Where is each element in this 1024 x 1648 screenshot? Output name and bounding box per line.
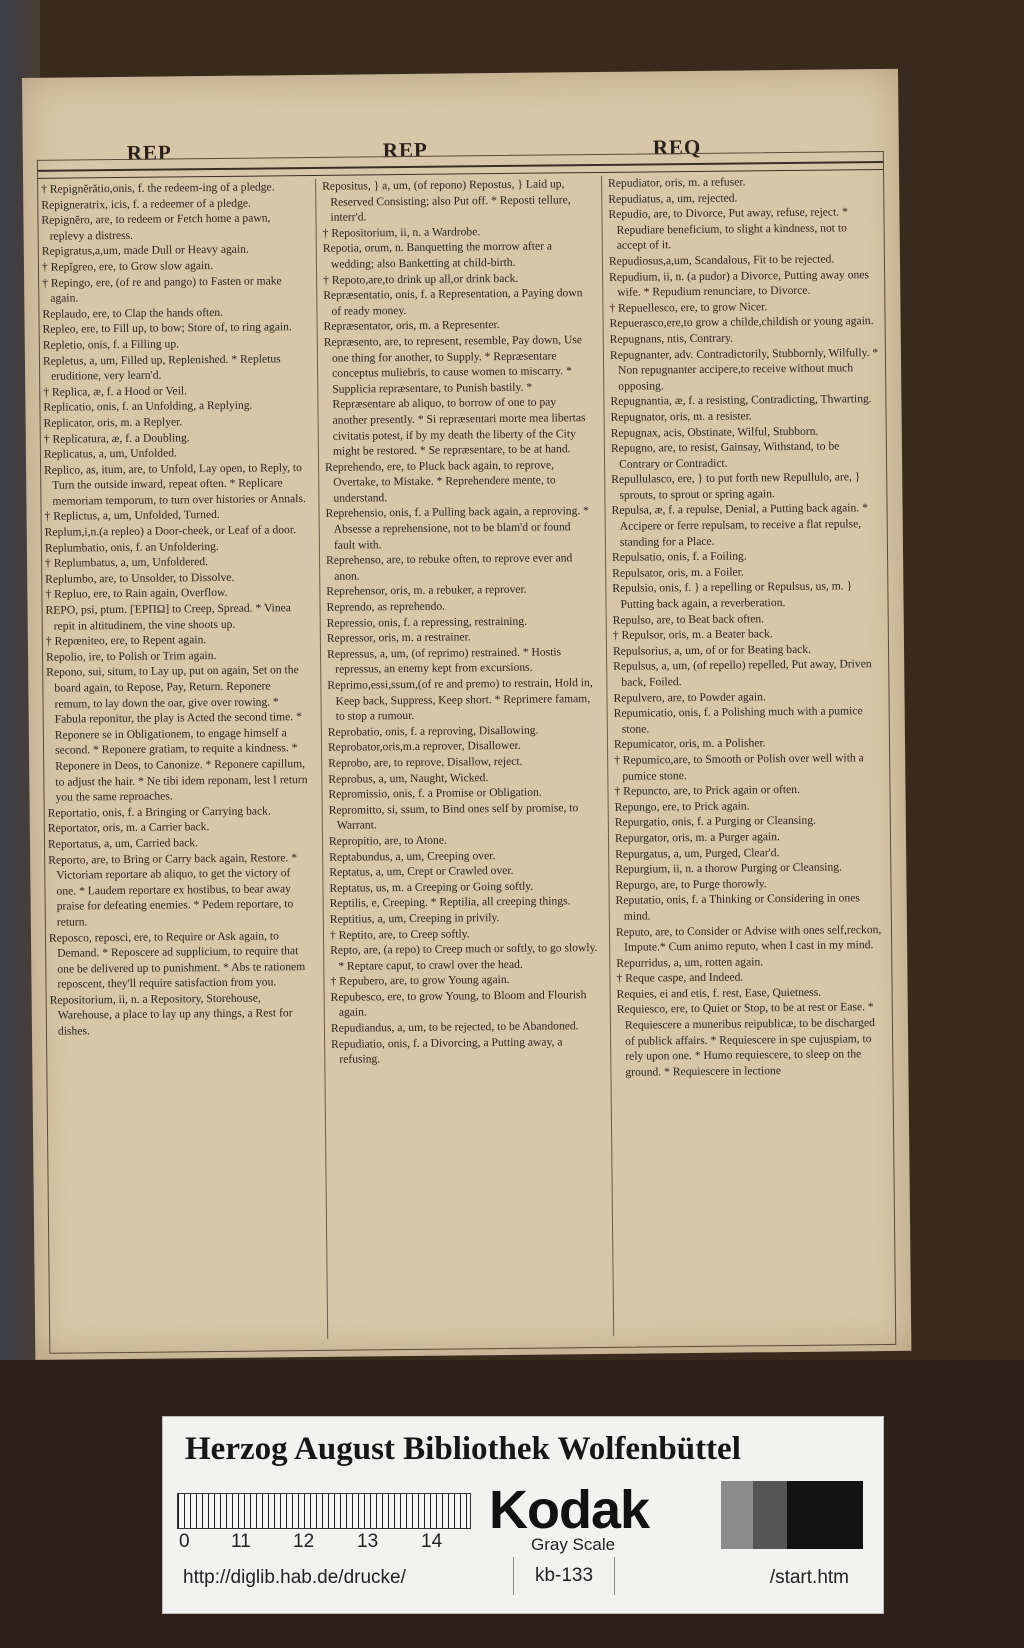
dictionary-entry: Replicatio, onis, f. an Unfolding, a Replying. <box>43 398 253 415</box>
dictionary-entry: Repressio, onis, f. a repressing, restraining. <box>326 614 528 630</box>
dictionary-entry: † Repœniteo, ere, to Repent again. <box>45 633 207 648</box>
dictionary-entry: Requiesco, ere, to Quiet or Stop, to be at rest or Ease. * Requiescere a muneribus reipublicæ, to be discharged of publick affairs. * Requiescere in spe cujuspiam, to rely upon one. * Humo requiescere, to sleep on the ground. * Requiescere in lectione <box>616 1000 875 1079</box>
dictionary-entry: Repono, sui, situm, to Lay up, put on again, Set on the board again, to Repose, Pay, Return. Reponere remum, to lay down the oar, give over rowing. * Fabula reponitur, the play is Acted the second time. * Reponere se in Obligationem, to engage himself a second. * Reponere gratiam, to requite a kindness. * Reponere in Deos, to Canonize. * Reponere capillum, to adjust the hair. * Ne tibi idem reponam, lest I return you the same reproaches. <box>46 663 308 804</box>
url-left: http://diglib.hab.de/drucke/ <box>183 1567 406 1588</box>
dictionary-entry: Repressus, a, um, (of reprimo) restrained. * Hostis repressus, an enemy kept from excursions. <box>326 645 562 677</box>
dictionary-entry: Repudiatus, a, um, rejected. <box>608 191 738 206</box>
dictionary-entry: Repignĕro, are, to redeem or Fetch home a pawn, replevy a distress. <box>41 211 271 243</box>
dictionary-entry: REPO, psi, ptum. [ΈΡΠΩ] to Creep, Spread. * Vinea repit in altitudinem, the vine shoots up. <box>45 601 291 633</box>
dictionary-entry: Reprobo, are, to reprove, Disallow, reject. <box>328 754 523 770</box>
column-header-right: REQ <box>652 134 702 160</box>
dictionary-entry: Reptatus, a, um, Crept or Crawled over. <box>329 864 514 879</box>
dictionary-entry: Reputatio, onis, f. a Thinking or Considering in ones mind. <box>615 891 860 923</box>
dictionary-entry: Repto, are, (a repo) to Creep much or softly, to go slowly. * Reptare caput, to crawl over the head. <box>330 941 598 973</box>
dictionary-entry: Reportatio, onis, f. a Bringing or Carrying back. <box>47 804 271 820</box>
dictionary-entry: Replicator, oris, m. a Replyer. <box>43 415 183 430</box>
dictionary-entry: Reptatus, us, m. a Creeping or Going softly. <box>329 879 534 895</box>
dictionary-entry: † Repulsor, oris, m. a Beater back. <box>612 627 773 643</box>
url-right: /start.htm <box>769 1567 849 1588</box>
dictionary-column-2 <box>315 176 602 1339</box>
dictionary-entry: † Replica, æ, f. a Hood or Veil. <box>43 384 188 399</box>
dictionary-entry: Replaudo, ere, to Clap the hands often. <box>42 305 224 321</box>
dictionary-column-3 <box>601 173 890 1336</box>
dictionary-entry: Reprobatio, onis, f. a reproving, Disallowing. <box>327 723 539 739</box>
dictionary-entry: Repugno, are, to resist, Gainsay, Withstand, to be Contrary or Contradict. <box>610 439 840 471</box>
dictionary-entry: † Replicatura, æ, f. a Doubling. <box>43 430 190 446</box>
dictionary-entry: † Repoto,are,to drink up all,or drink back. <box>323 271 519 287</box>
dictionary-entry: Repropitio, are, to Atone. <box>328 833 447 848</box>
dictionary-entry: Repulso, are, to Beat back often. <box>612 611 765 627</box>
dictionary-entry: † Repluo, ere, to Rain again, Overflow. <box>45 586 228 602</box>
dictionary-entry: Repurgo, are, to Purge thorowly. <box>615 876 767 892</box>
dictionary-entry: Reporto, are, to Bring or Carry back again, Restore. * Victoriam reportare ab aliquo, to get the victory of one. * Laudem reportare ex hostibus, to bear away praise for defeating enemies. * Pedem reportare, to return. <box>48 850 298 929</box>
dictionary-entry: Repugnax, acis, Obstinate, Wilful, Stubborn. <box>610 424 819 440</box>
dictionary-entry: Reprendo, as reprehendo. <box>326 599 446 614</box>
dictionary-entry: Repulsio, onis, f. } a repelling or Repulsus, us, m. } Putting back again, a reverberation. <box>612 579 853 611</box>
dictionary-entry: Repudiatio, onis, f. a Divorcing, a Putting away, a refusing. <box>331 1035 563 1066</box>
dictionary-entry: Repurgator, oris, m. a Purger again. <box>614 830 780 845</box>
dictionary-entry: Reputo, are, to Consider or Advise with ones self,reckon, Impute.* Cum animo reputo, when I cast in my mind. <box>615 922 882 954</box>
dictionary-entry: Reprehensor, oris, m. a rebuker, a reprover. <box>326 583 527 599</box>
dictionary-entry: Repudiosus,a,um, Scandalous, Fit to be rejected. <box>608 252 835 268</box>
ruler-number: 12 <box>293 1531 315 1552</box>
dictionary-entry: Repotia, orum, n. Banquetting the morrow after a wedding; also Banketting at child-birth. <box>322 239 553 271</box>
dictionary-entry: † Repumico,are, to Smooth or Polish over well with a pumice stone. <box>614 751 864 783</box>
dictionary-entry: Repressor, oris, m. a restrainer. <box>326 630 471 646</box>
ruler-number: 0 <box>179 1531 190 1552</box>
color-target-card <box>162 1416 884 1614</box>
dictionary-entry: † Repositorium, ii, n. a Wardrobe. <box>322 224 481 240</box>
dictionary-entry: Repudium, ii, n. (a pudor) a Divorce, Putting away ones wife. * Repudium renunciare, to Divorce. <box>609 267 870 299</box>
dictionary-entry: Replumbatio, onis, f. an Unfoldering. <box>44 539 219 555</box>
dictionary-entry: Replicatus, a, um, Unfolded. <box>43 446 177 461</box>
dictionary-entry: Reportator, oris, m. a Carrier back. <box>47 820 210 836</box>
dictionary-entry: Reprimo,essi,ssum,(of re and premo) to restrain, Hold in, Keep back, Suppress, Keep short. * Reprimere famam, to stop a rumour. <box>327 676 593 723</box>
dictionary-entry: † Repingo, ere, (of re and pango) to Fasten or make again. <box>42 273 282 305</box>
dictionary-entry: Repigneratrix, icis, f. a redeemer of a pledge. <box>41 196 251 212</box>
dictionary-entry: † Repuellesco, ere, to grow Nicer. <box>609 299 768 315</box>
ruler-numbers <box>177 1531 477 1555</box>
dictionary-entry: † Repĭgreo, ere, to Grow slow again. <box>41 258 214 274</box>
dictionary-entry: Repurridus, a, um, rotten again. <box>616 954 764 970</box>
dictionary-entry: Repolio, ire, to Polish or Trim again. <box>45 648 217 664</box>
dictionary-page <box>22 69 911 1360</box>
dictionary-entry: Replum,i,n.(a repleo) a Door-cheek, or Leaf of a door. <box>44 523 297 539</box>
dictionary-entry: Repudiator, oris, m. a refuser. <box>608 175 746 190</box>
column-header-center: REP <box>382 137 428 163</box>
column-header-left: REP <box>126 140 172 165</box>
gray-swatch-light <box>721 1481 753 1549</box>
dictionary-entry: † Reptito, are, to Creep softly. <box>329 926 470 942</box>
dictionary-entry: Reprobator,oris,m.a reprover, Disallower. <box>327 739 521 755</box>
dictionary-entry: Repullulasco, ere, } to put forth new Repullulo, are, } sprouts, to sprout or spring again. <box>611 470 861 502</box>
dictionary-entry: Reprehenso, are, to rebuke often, to reprove ever and anon. <box>326 551 573 583</box>
dictionary-entry: Repumicatio, onis, f. a Polishing much with a pumice stone. <box>613 704 863 736</box>
dictionary-entry: Repulsatio, onis, f. a Foiling. <box>611 549 747 565</box>
dictionary-entry: Repleo, ere, to Fill up, to bow; Store of, to ring again. <box>42 320 292 337</box>
dictionary-entry: Repositorium, ii, n. a Repository, Storehouse, Warehouse, a place to lay up any things, a Rest for dishes. <box>49 991 293 1038</box>
scale-ruler <box>177 1493 471 1529</box>
dictionary-entry: Reprehensio, onis, f. a Pulling back again, a reproving. * Absesse a reprehensione, not to be blam'd or found fault with. <box>325 504 590 552</box>
dictionary-entry: Repositus, } a, um, (of repono) Repostus, } Laid up, Reserved Consisting; also Put off. * Reposti tellure, interr'd. <box>322 177 571 224</box>
dictionary-entry: Repromitto, si, ssum, to Bind ones self by promise, to Warrant. <box>328 800 579 833</box>
dictionary-entry: Repromissio, onis, f. a Promise or Obligation. <box>328 785 542 801</box>
dictionary-entry: Repurgatus, a, um, Purged, Clear'd. <box>615 845 780 861</box>
gray-swatch-mid <box>753 1481 787 1549</box>
dictionary-entry: Repulvero, are, to Powder again. <box>613 689 766 705</box>
dictionary-entry: Repræsentatio, onis, f. a Representation, a Paying down of ready money. <box>323 286 583 318</box>
dictionary-entry: † Replictus, a, um, Unfolded, Turned. <box>44 508 220 524</box>
ruler-number: 13 <box>357 1531 379 1552</box>
dictionary-entry: Repræsentator, oris, m. a Representer. <box>323 318 500 334</box>
dictionary-entry: Repulsa, æ, f. a repulse, Denial, a Putting back again. * Accipere or ferre repulsam, to receive a flat repulse, standing for a Place. <box>611 501 868 549</box>
dictionary-entry: † Replumbatus, a, um, Unfoldered. <box>45 555 209 571</box>
dictionary-entry: Repugnantia, æ, f. a resisting, Contradicting, Thwarting. <box>610 392 872 409</box>
dictionary-entry: Reptabundus, a, um, Creeping over. <box>329 848 496 864</box>
dictionary-entry: Repungo, ere, to Prick again. <box>614 799 750 814</box>
dictionary-entry: Repulsus, a, um, (of repello) repelled, Put away, Driven back, Foiled. <box>613 657 872 689</box>
ruler-number: 11 <box>231 1531 251 1552</box>
code-label: kb-133 <box>513 1557 615 1595</box>
dictionary-entry: Repudio, are, to Divorce, Put away, refuse, reject. * Repudiare beneficium, to slight a kindness, not to accept of it. <box>608 205 848 253</box>
dictionary-entry: Reptilis, e, Creeping. * Reptilia, all creeping things. <box>329 894 571 911</box>
dictionary-entry: † Reque caspe, and Indeed. <box>616 970 744 986</box>
ruler-number: 14 <box>421 1531 443 1552</box>
dictionary-entry: Reposco, reposci, ere, to Require or Ask again, to Demand. * Reposcere ad supplicium, to require that one be delivered up to punishment. * Abs te rationem reposcent, they'll require satisfaction from you. <box>48 928 306 991</box>
kodak-logo: Kodak <box>489 1480 650 1540</box>
library-title: Herzog August Bibliothek Wolfenbüttel <box>185 1431 741 1467</box>
dictionary-entry: Repugnanter, adv. Contradictorily, Stubbornly, Wilfully. * Non repugnanter accipere,to receive without much opposing. <box>609 345 879 393</box>
dictionary-column-1 <box>41 179 315 1342</box>
gray-swatch-dark <box>787 1481 863 1549</box>
dictionary-entry: Repigratus,a,um, made Dull or Heavy again. <box>41 243 249 259</box>
dictionary-entry: Repulsorius, a, um, of or for Beating back. <box>612 642 812 658</box>
dictionary-entry: Requies, ei and etis, f. rest, Ease, Quietness. <box>616 985 822 1001</box>
dictionary-entry: Repubesco, ere, to grow Young, to Bloom and Flourish again. <box>330 988 587 1020</box>
dictionary-entry: Reptitius, a, um, Creeping in privily. <box>329 910 500 926</box>
dictionary-entry: Repulsator, oris, m. a Foiler. <box>612 565 744 580</box>
dictionary-entry: Repletus, a, um, Filled up, Replenished. * Repletus eruditione, very learn'd. <box>42 351 281 383</box>
dictionary-entry: Reprehendo, ere, to Pluck back again, to reprove, Overtake, to Mistake. * Reprehendere mente, to understand. <box>325 458 556 505</box>
dictionary-entry: Repugnans, ntis, Contrary. <box>609 331 734 346</box>
dictionary-entry: † Repuncto, are, to Prick again or often. <box>614 783 801 798</box>
dictionary-entry: Reprobus, a, um, Naught, Wicked. <box>328 770 489 786</box>
dictionary-entry: Repuerasco,ere,to grow a childe,childish or young again. <box>609 314 874 331</box>
dictionary-entry: † Repignĕrătio,onis, f. the redeem-ing of a pledge. <box>41 180 275 196</box>
dictionary-entry: † Repubero, are, to grow Young again. <box>330 973 510 989</box>
dictionary-entry: Repurgatio, onis, f. a Purging or Cleansing. <box>614 814 817 830</box>
dictionary-entry: Repurgium, ii, n. a thorow Purging or Cleansing. <box>615 860 842 876</box>
dictionary-entry: Reportatus, a, um, Carried back. <box>47 836 199 851</box>
dictionary-entry: Repumicator, oris, m. a Polisher. <box>613 736 766 752</box>
dictionary-entry: Replico, as, itum, are, to Unfold, Lay open, to Reply, to Turn the outside inward, repeat often. * Replicare memoriam temporum, to turn over histories or Annals. <box>44 460 306 508</box>
dictionary-entry: Repugnator, oris, m. a resister. <box>610 409 752 424</box>
dictionary-entry: Repudiandus, a, um, to be rejected, to be Abandoned. <box>330 1019 579 1035</box>
gray-scale-label: Gray Scale <box>531 1535 616 1554</box>
dictionary-entry: Replumbo, are, to Unsolder, to Dissolve. <box>45 570 235 586</box>
dictionary-entry: Repletio, onis, f. a Filling up. <box>42 337 180 352</box>
dictionary-entry: Repræsento, are, to represent, resemble, Pay down, Use one thing for another, to Supply. * Repræsentare conceptus muliebris, to cause women to miscarry. * Supplicia repræsentare, to Punish bastily. * Repræsentare ab aliquo, to borrow of one to pay another presently. * Si repræsentari morte mea libertas civitatis potest, if by my death the liberty of the City might be restored. * Se repræsentare, to be at hand. <box>323 333 586 458</box>
